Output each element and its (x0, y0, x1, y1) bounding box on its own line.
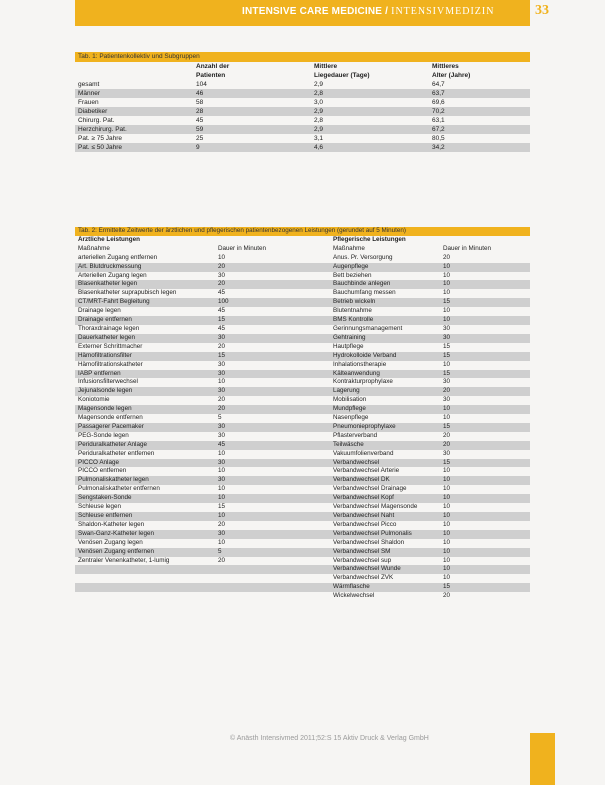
table-cell: Verbandwechsel Drainage (333, 485, 407, 493)
table-cell: Pat. ≥ 75 Jahre (78, 135, 123, 142)
table-row (75, 378, 530, 387)
table2-caption-row (75, 227, 530, 236)
table-cell: 10 (443, 271, 451, 279)
table-cell: Verbandwechsel sup (333, 556, 392, 564)
table-cell: Periduralkatheter Anlage (78, 440, 147, 448)
table-cell: Anus. Pr. Versorgung (333, 253, 393, 261)
table-cell: 45 (218, 307, 226, 315)
table-row (75, 134, 530, 143)
table-cell: 30 (218, 431, 226, 439)
table-row (75, 432, 530, 441)
table1-header-cell: Mittleres (432, 63, 459, 70)
header-title-bold: INTENSIVE CARE MEDICINE / (242, 6, 389, 17)
table-row (75, 414, 530, 423)
table-row (75, 459, 530, 468)
table1-header-row (75, 71, 530, 80)
table-cell (215, 583, 330, 592)
table-cell: 30 (443, 449, 451, 457)
table-cell: Schleuse entfernen (78, 512, 133, 519)
table-cell: 10 (443, 556, 451, 564)
table-cell: 5 (218, 414, 222, 422)
table-cell (75, 574, 215, 583)
table-cell: Lagerung (333, 387, 360, 395)
table-cell: Mobilisation (333, 396, 367, 404)
table-cell: 10 (443, 565, 451, 573)
table-row (75, 396, 530, 405)
table-cell: PICCO entfernen (78, 467, 127, 475)
table-cell (215, 592, 330, 601)
table-cell: Thoraxdrainage legen (78, 324, 140, 332)
table-cell: 104 (196, 81, 207, 88)
table-cell: Männer (78, 90, 101, 97)
table-cell: Hautpflege (333, 342, 364, 350)
table-cell: 15 (443, 298, 451, 306)
table-cell: Nasenpflege (333, 414, 369, 422)
table-cell: 25 (196, 135, 204, 142)
table-row (75, 503, 530, 512)
table-cell: 45 (218, 440, 226, 448)
table-cell: 20 (443, 387, 451, 395)
table1-caption: Tab. 1: Patientenkollektiv und Subgruppen (78, 53, 200, 60)
table2-header-cell: Maßnahme (333, 244, 365, 252)
table-cell: Verbandwechsel Pulmonalis (333, 529, 412, 537)
table-cell: Dauerkatheter legen (78, 333, 136, 341)
table-cell: 30 (443, 324, 451, 332)
table-row (75, 476, 530, 485)
table-cell: Inhalationstherapie (333, 360, 387, 368)
table2-section-row (75, 236, 530, 245)
table-cell: 15 (443, 369, 451, 377)
table-cell: Bett beziehen (333, 271, 372, 279)
table-cell: 59 (196, 126, 204, 133)
table-cell: Periduralkatheter entfernen (78, 449, 155, 457)
table-cell (75, 583, 215, 592)
table-row (75, 343, 530, 352)
table-row (75, 539, 530, 548)
table-cell: Verbandwechsel Magensonde (333, 503, 418, 511)
table-cell: PICCO Anlage (78, 458, 119, 466)
table-row (75, 530, 530, 539)
table-cell: 45 (218, 289, 226, 297)
table-cell: 10 (218, 449, 226, 457)
table-cell: Magensonde entfernen (78, 414, 143, 422)
table-cell: Arteriellen Zugang legen (78, 271, 147, 279)
table-cell: Verbandwechsel SM (333, 547, 391, 555)
table-cell: 30 (218, 387, 226, 395)
table-cell: 10 (218, 253, 226, 261)
table-row (75, 574, 530, 583)
table-cell: PEG-Sonde legen (78, 431, 129, 439)
table-cell: Drainage entfernen (78, 316, 132, 324)
table-row (75, 467, 530, 476)
table1-header-row (75, 62, 530, 71)
footer-copyright: © Anästh Intensivmed 2011;52:S 15 Aktiv Druck & Verlag GmbH (230, 735, 429, 742)
table-row (75, 512, 530, 521)
table-cell: Externer Schrittmacher (78, 342, 143, 350)
table-cell: 30 (218, 360, 226, 368)
table-cell: 20 (443, 440, 451, 448)
table-cell: 15 (218, 503, 226, 511)
table-cell: 10 (443, 307, 451, 315)
table-cell: BMS Kontrolle (333, 316, 374, 324)
table-cell: Schleuse legen (78, 503, 122, 511)
table-row (75, 548, 530, 557)
table-cell: 10 (443, 414, 451, 422)
table-cell: Betrieb wickeln (333, 298, 376, 306)
table-cell: 30 (443, 333, 451, 341)
table-cell: gesamt (78, 81, 100, 88)
table-cell: Verbandwechsel Picco (333, 520, 397, 528)
table1-header-cell: Alter (Jahre) (432, 72, 471, 79)
table-cell: 58 (196, 99, 204, 106)
table-cell: 46 (196, 90, 204, 97)
table-cell: Infusionsfilterwechsel (78, 378, 138, 386)
table-cell: CT/MRT-Fahrt Begleitung (78, 298, 150, 306)
table-cell: 10 (443, 529, 451, 537)
table-row (75, 125, 530, 134)
table-row (75, 116, 530, 125)
table-cell: 10 (443, 503, 451, 511)
table-row (75, 334, 530, 343)
running-header-title (242, 6, 494, 17)
table-cell: 20 (443, 431, 451, 439)
table-cell: Verbandwechsel ZVK (333, 574, 394, 582)
table-cell: Shaldon-Katheter legen (78, 520, 145, 528)
table-cell: 10 (443, 467, 451, 475)
table-cell: 20 (218, 520, 226, 528)
table-row (75, 405, 530, 414)
table-cell: Magensonde legen (78, 405, 132, 413)
table-cell: 30 (218, 369, 226, 377)
table-cell: Art. Blutdruckmessung (78, 262, 142, 270)
table-cell: 20 (443, 253, 451, 261)
table2-header-row (75, 245, 530, 254)
table-cell: Verbandwechsel Arterie (333, 467, 400, 475)
table-row (75, 352, 530, 361)
table-cell: 10 (218, 512, 226, 519)
table-cell: 30 (218, 271, 226, 279)
table-cell: 2,8 (314, 117, 324, 124)
table-row (75, 98, 530, 107)
table-cell: 100 (218, 298, 229, 306)
table-cell: 28 (196, 108, 204, 115)
table-cell: Mundpflege (333, 405, 366, 413)
table-cell: 15 (218, 316, 226, 324)
table-row (75, 325, 530, 334)
table-row (75, 272, 530, 281)
table-cell: Gerinnungsmanagement (333, 324, 403, 332)
table-cell: 9 (196, 144, 200, 151)
table-cell: 20 (443, 592, 451, 600)
table-cell: 20 (218, 280, 226, 288)
table-row (75, 441, 530, 450)
table-cell: Hämofiltrationskatheter (78, 360, 143, 368)
table-cell: Pneumonieprophylaxe (333, 422, 396, 430)
table-cell: 2,9 (314, 81, 324, 88)
table-cell: 20 (218, 396, 226, 404)
table-row (75, 521, 530, 530)
table2-header-cell: Maßnahme (78, 244, 110, 252)
table-row (75, 592, 530, 601)
table-cell: 10 (443, 289, 451, 297)
header-title-italic: INTENSIVMEDIZIN (391, 6, 495, 17)
table1-header-cell: Mittlere (314, 63, 338, 70)
table-cell: Verbandwechsel Wunde (333, 565, 401, 573)
table-cell: IABP entfernen (78, 369, 121, 377)
table-cell: 10 (218, 485, 226, 493)
table1-header-cell: Patienten (196, 72, 226, 79)
section-medical-services: Ärztliche Leistungen (78, 235, 140, 243)
table-cell (75, 592, 215, 601)
table-cell: 15 (443, 458, 451, 466)
table-cell: 34,2 (432, 144, 445, 151)
table-row (75, 89, 530, 98)
table-cell: 2,9 (314, 108, 324, 115)
table-cell: Verbandwechsel Naht (333, 512, 395, 519)
table-cell: Venösen Zugang legen (78, 538, 143, 546)
table-cell: 10 (443, 405, 451, 413)
table-cell: 10 (443, 476, 451, 484)
table-cell: Wärmflasche (333, 583, 370, 591)
table-cell: Herzchirurg. Pat. (78, 126, 127, 133)
table-cell: Hämofiltrationsfilter (78, 351, 132, 359)
table-row (75, 557, 530, 566)
table-cell: Passagerer Pacemaker (78, 422, 144, 430)
table-cell: 3,0 (314, 99, 324, 106)
table-cell: 30 (443, 396, 451, 404)
table-row (75, 485, 530, 494)
table-cell: 10 (218, 467, 226, 475)
table1-header-cell (75, 71, 193, 80)
table-row (75, 143, 530, 152)
table-cell (215, 574, 330, 583)
page-number: 33 (535, 3, 549, 18)
table-cell: Kälteanwendung (333, 369, 380, 377)
table-cell (215, 565, 330, 574)
table-cell: Augenpflege (333, 262, 369, 270)
table-cell: 3,1 (314, 135, 324, 142)
table-cell: 30 (218, 529, 226, 537)
table2-header-cell: Dauer in Minuten (218, 244, 266, 252)
table-cell: 20 (218, 262, 226, 270)
table-row (75, 80, 530, 89)
table-cell: Jejunalsonde legen (78, 387, 133, 395)
table-cell: Bauchbinde anlegen (333, 280, 391, 288)
table-row (75, 263, 530, 272)
table-cell: Wickelwechsel (333, 592, 375, 600)
table-cell: Verbandwechsel (333, 458, 380, 466)
table-row (75, 583, 530, 592)
table-cell: Gehtraining (333, 333, 366, 341)
table-cell: Diabetiker (78, 108, 108, 115)
table-cell: 20 (218, 556, 226, 564)
table-cell: 5 (218, 547, 222, 555)
table-cell: 10 (218, 538, 226, 546)
table-cell: Bauchumfang messen (333, 289, 396, 297)
table-row (75, 387, 530, 396)
table-cell (75, 565, 215, 574)
table-cell: Drainage legen (78, 307, 121, 315)
table-cell: 70,2 (432, 108, 445, 115)
table-cell: Frauen (78, 99, 99, 106)
table-row (75, 316, 530, 325)
table-row (75, 254, 530, 263)
table-cell: 30 (218, 476, 226, 484)
table-cell: Chirurg. Pat. (78, 117, 115, 124)
table-cell: Blasenkatheter legen (78, 280, 138, 288)
table-row (75, 107, 530, 116)
table-cell: Pat. ≤ 50 Jahre (78, 144, 123, 151)
table-cell: 10 (443, 547, 451, 555)
table-cell: 64,7 (432, 81, 445, 88)
table-cell: 10 (218, 494, 226, 502)
table-cell: 63,1 (432, 117, 445, 124)
table-cell: 10 (218, 378, 226, 386)
table-cell: Venösen Zugang entfernen (78, 547, 154, 555)
table-patient-collective (75, 52, 530, 152)
table-cell: 45 (196, 117, 204, 124)
section-nursing-services: Pflegerische Leistungen (333, 235, 406, 243)
table-cell: Verbandwechsel Shaldon (333, 538, 405, 546)
table-cell: 30 (218, 333, 226, 341)
table-cell: Pflasterverband (333, 431, 378, 439)
table-cell: 30 (218, 458, 226, 466)
table-row (75, 370, 530, 379)
table-cell: 67,2 (432, 126, 445, 133)
table-cell: 10 (443, 262, 451, 270)
table-cell: Hydrokolloide Verband (333, 351, 397, 359)
table-cell: Teilwäsche (333, 440, 364, 448)
table-cell: 10 (443, 485, 451, 493)
table-cell: 63,7 (432, 90, 445, 97)
table-cell: 45 (218, 324, 226, 332)
footer-accent-bar (530, 733, 555, 785)
table-cell: arteriellen Zugang entfernen (78, 253, 158, 261)
table-cell: 4,6 (314, 144, 324, 151)
table-cell: Blasenkatheter suprapubisch legen (78, 289, 177, 297)
table-cell: 10 (443, 494, 451, 502)
table-cell: Blutentnahme (333, 307, 372, 315)
table-time-values (75, 227, 530, 601)
table-cell: 15 (443, 351, 451, 359)
table-cell: 20 (218, 342, 226, 350)
table-row (75, 450, 530, 459)
table1-header-cell: Liegedauer (Tage) (314, 72, 370, 79)
table-cell: 15 (443, 342, 451, 350)
table-cell: 69,6 (432, 99, 445, 106)
table-cell: 10 (443, 512, 451, 519)
table1-header-cell (75, 62, 193, 71)
table-cell: 10 (443, 360, 451, 368)
table-row (75, 423, 530, 432)
table-cell: 10 (443, 520, 451, 528)
table-row (75, 289, 530, 298)
table-cell: 15 (443, 583, 451, 591)
table2-caption: Tab. 2: Ermittelte Zeitwerte der ärztlichen und pflegerischen patientenbezogenen Leistungen (gerundet auf 5 Minuten) (78, 227, 406, 234)
table2-header-cell: Dauer in Minuten (443, 244, 491, 252)
table-cell: 15 (443, 422, 451, 430)
table-cell: 2,8 (314, 90, 324, 97)
table-cell: Verbandwechsel Kopf (333, 494, 394, 502)
table-cell: Verbandwechsel DK (333, 476, 390, 484)
table-cell: 10 (443, 538, 451, 546)
table-row (75, 361, 530, 370)
table1-caption-row (75, 52, 530, 62)
table-row (75, 565, 530, 574)
table-cell: 30 (218, 422, 226, 430)
table-row (75, 280, 530, 289)
table-cell: Kontrakturprophylaxe (333, 378, 393, 386)
table-cell: Sengstaken-Sonde (78, 494, 132, 502)
table-row (75, 298, 530, 307)
table-cell: 20 (218, 405, 226, 413)
table-cell: 10 (443, 280, 451, 288)
table-cell: Pulmonaliskatheter entfernen (78, 485, 160, 493)
table-row (75, 494, 530, 503)
table1-header-cell: Anzahl der (196, 63, 230, 70)
table-cell: Koniotomie (78, 396, 110, 404)
table-cell: Zentraler Venenkatheter, 1-lumig (78, 556, 170, 564)
table-cell: Pulmonaliskatheter legen (78, 476, 149, 484)
table-cell: 10 (443, 574, 451, 582)
table-cell: 30 (443, 378, 451, 386)
table-cell: 80,5 (432, 135, 445, 142)
table-cell: 2,9 (314, 126, 324, 133)
table-row (75, 307, 530, 316)
table-cell: 10 (443, 316, 451, 324)
table-cell: 15 (218, 351, 226, 359)
table-cell: Vakuumfolienverband (333, 449, 394, 457)
table-cell: Swan-Ganz-Katheter legen (78, 529, 154, 537)
